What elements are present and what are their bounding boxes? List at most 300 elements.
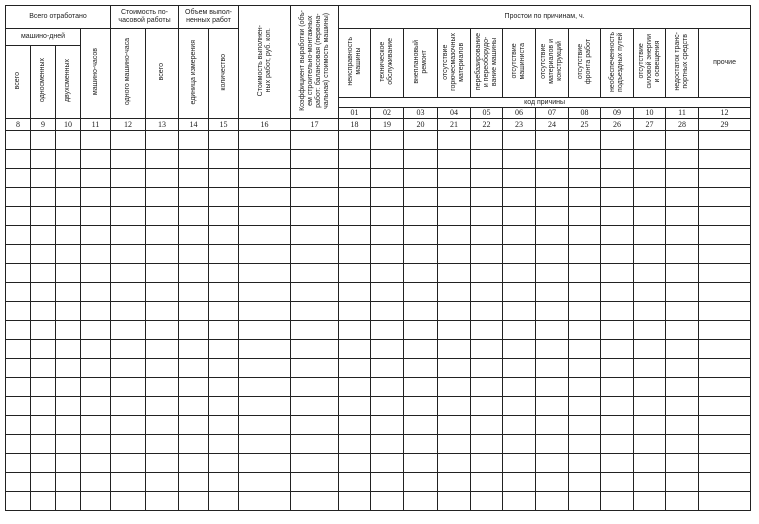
empty-cell[interactable]: [291, 245, 339, 264]
empty-cell[interactable]: [601, 207, 634, 226]
empty-cell[interactable]: [569, 207, 601, 226]
empty-cell[interactable]: [56, 340, 81, 359]
empty-cell[interactable]: [111, 226, 146, 245]
empty-cell[interactable]: [179, 264, 209, 283]
empty-cell[interactable]: [503, 150, 536, 169]
empty-cell[interactable]: [601, 283, 634, 302]
empty-cell[interactable]: [404, 416, 438, 435]
empty-cell[interactable]: [209, 131, 239, 150]
empty-cell[interactable]: [536, 492, 569, 511]
empty-cell[interactable]: [31, 492, 56, 511]
empty-cell[interactable]: [666, 321, 699, 340]
empty-cell[interactable]: [146, 416, 179, 435]
empty-cell[interactable]: [536, 416, 569, 435]
empty-cell[interactable]: [569, 397, 601, 416]
empty-cell[interactable]: [699, 207, 751, 226]
empty-cell[interactable]: [291, 207, 339, 226]
empty-cell[interactable]: [699, 131, 751, 150]
empty-cell[interactable]: [503, 283, 536, 302]
empty-cell[interactable]: [239, 131, 291, 150]
empty-cell[interactable]: [6, 150, 31, 169]
empty-cell[interactable]: [404, 492, 438, 511]
empty-cell[interactable]: [291, 283, 339, 302]
empty-cell[interactable]: [81, 416, 111, 435]
empty-cell[interactable]: [371, 359, 404, 378]
empty-cell[interactable]: [371, 245, 404, 264]
empty-cell[interactable]: [666, 473, 699, 492]
empty-cell[interactable]: [56, 169, 81, 188]
empty-cell[interactable]: [699, 397, 751, 416]
empty-cell[interactable]: [179, 283, 209, 302]
empty-cell[interactable]: [339, 321, 371, 340]
empty-cell[interactable]: [239, 169, 291, 188]
empty-cell[interactable]: [111, 378, 146, 397]
empty-cell[interactable]: [31, 340, 56, 359]
empty-cell[interactable]: [81, 435, 111, 454]
empty-cell[interactable]: [339, 435, 371, 454]
empty-cell[interactable]: [339, 359, 371, 378]
empty-cell[interactable]: [404, 359, 438, 378]
empty-cell[interactable]: [81, 397, 111, 416]
empty-cell[interactable]: [634, 302, 666, 321]
empty-cell[interactable]: [179, 473, 209, 492]
empty-cell[interactable]: [179, 340, 209, 359]
empty-cell[interactable]: [634, 283, 666, 302]
empty-cell[interactable]: [601, 226, 634, 245]
empty-cell[interactable]: [601, 169, 634, 188]
empty-cell[interactable]: [699, 473, 751, 492]
empty-cell[interactable]: [471, 416, 503, 435]
empty-cell[interactable]: [209, 226, 239, 245]
empty-cell[interactable]: [31, 359, 56, 378]
empty-cell[interactable]: [6, 245, 31, 264]
empty-cell[interactable]: [634, 473, 666, 492]
empty-cell[interactable]: [146, 378, 179, 397]
empty-cell[interactable]: [239, 302, 291, 321]
empty-cell[interactable]: [146, 150, 179, 169]
empty-cell[interactable]: [471, 321, 503, 340]
empty-cell[interactable]: [699, 169, 751, 188]
empty-cell[interactable]: [291, 226, 339, 245]
empty-cell[interactable]: [404, 169, 438, 188]
empty-cell[interactable]: [503, 226, 536, 245]
empty-cell[interactable]: [291, 321, 339, 340]
empty-cell[interactable]: [81, 169, 111, 188]
empty-cell[interactable]: [438, 131, 471, 150]
empty-cell[interactable]: [146, 397, 179, 416]
empty-cell[interactable]: [404, 454, 438, 473]
empty-cell[interactable]: [239, 435, 291, 454]
empty-cell[interactable]: [371, 492, 404, 511]
empty-cell[interactable]: [339, 302, 371, 321]
empty-cell[interactable]: [699, 321, 751, 340]
empty-cell[interactable]: [56, 150, 81, 169]
empty-cell[interactable]: [699, 359, 751, 378]
empty-cell[interactable]: [666, 435, 699, 454]
empty-cell[interactable]: [111, 207, 146, 226]
empty-cell[interactable]: [56, 321, 81, 340]
empty-cell[interactable]: [666, 397, 699, 416]
empty-cell[interactable]: [339, 245, 371, 264]
empty-cell[interactable]: [666, 302, 699, 321]
empty-cell[interactable]: [146, 188, 179, 207]
empty-cell[interactable]: [239, 416, 291, 435]
empty-cell[interactable]: [634, 359, 666, 378]
empty-cell[interactable]: [179, 131, 209, 150]
empty-cell[interactable]: [404, 302, 438, 321]
empty-cell[interactable]: [56, 378, 81, 397]
empty-cell[interactable]: [601, 492, 634, 511]
empty-cell[interactable]: [569, 302, 601, 321]
empty-cell[interactable]: [601, 359, 634, 378]
empty-cell[interactable]: [601, 397, 634, 416]
empty-cell[interactable]: [6, 264, 31, 283]
empty-cell[interactable]: [536, 378, 569, 397]
empty-cell[interactable]: [209, 340, 239, 359]
empty-cell[interactable]: [503, 378, 536, 397]
empty-cell[interactable]: [601, 416, 634, 435]
empty-cell[interactable]: [503, 473, 536, 492]
empty-cell[interactable]: [111, 397, 146, 416]
empty-cell[interactable]: [371, 226, 404, 245]
empty-cell[interactable]: [339, 226, 371, 245]
empty-cell[interactable]: [179, 492, 209, 511]
empty-cell[interactable]: [31, 264, 56, 283]
empty-cell[interactable]: [371, 321, 404, 340]
empty-cell[interactable]: [601, 435, 634, 454]
empty-cell[interactable]: [371, 340, 404, 359]
empty-cell[interactable]: [239, 454, 291, 473]
empty-cell[interactable]: [471, 169, 503, 188]
empty-cell[interactable]: [179, 397, 209, 416]
empty-cell[interactable]: [536, 188, 569, 207]
empty-cell[interactable]: [209, 264, 239, 283]
empty-cell[interactable]: [56, 473, 81, 492]
empty-cell[interactable]: [699, 283, 751, 302]
empty-cell[interactable]: [634, 188, 666, 207]
empty-cell[interactable]: [81, 226, 111, 245]
empty-cell[interactable]: [699, 264, 751, 283]
empty-cell[interactable]: [339, 283, 371, 302]
empty-cell[interactable]: [569, 245, 601, 264]
empty-cell[interactable]: [6, 169, 31, 188]
empty-cell[interactable]: [339, 454, 371, 473]
empty-cell[interactable]: [81, 340, 111, 359]
empty-cell[interactable]: [634, 397, 666, 416]
empty-cell[interactable]: [371, 264, 404, 283]
empty-cell[interactable]: [503, 492, 536, 511]
empty-cell[interactable]: [503, 264, 536, 283]
empty-cell[interactable]: [6, 359, 31, 378]
empty-cell[interactable]: [371, 207, 404, 226]
empty-cell[interactable]: [31, 473, 56, 492]
empty-cell[interactable]: [536, 435, 569, 454]
empty-cell[interactable]: [291, 340, 339, 359]
empty-cell[interactable]: [239, 359, 291, 378]
empty-cell[interactable]: [111, 454, 146, 473]
empty-cell[interactable]: [536, 226, 569, 245]
empty-cell[interactable]: [291, 188, 339, 207]
empty-cell[interactable]: [56, 188, 81, 207]
empty-cell[interactable]: [239, 150, 291, 169]
empty-cell[interactable]: [503, 416, 536, 435]
empty-cell[interactable]: [179, 321, 209, 340]
empty-cell[interactable]: [179, 169, 209, 188]
empty-cell[interactable]: [634, 416, 666, 435]
empty-cell[interactable]: [601, 188, 634, 207]
empty-cell[interactable]: [536, 283, 569, 302]
empty-cell[interactable]: [666, 226, 699, 245]
empty-cell[interactable]: [146, 283, 179, 302]
empty-cell[interactable]: [291, 264, 339, 283]
empty-cell[interactable]: [601, 302, 634, 321]
empty-cell[interactable]: [371, 302, 404, 321]
empty-cell[interactable]: [569, 378, 601, 397]
empty-cell[interactable]: [699, 150, 751, 169]
empty-cell[interactable]: [471, 188, 503, 207]
empty-cell[interactable]: [536, 302, 569, 321]
empty-cell[interactable]: [56, 283, 81, 302]
empty-cell[interactable]: [339, 492, 371, 511]
empty-cell[interactable]: [209, 188, 239, 207]
empty-cell[interactable]: [146, 169, 179, 188]
empty-cell[interactable]: [438, 226, 471, 245]
empty-cell[interactable]: [371, 416, 404, 435]
empty-cell[interactable]: [111, 264, 146, 283]
empty-cell[interactable]: [699, 378, 751, 397]
empty-cell[interactable]: [569, 359, 601, 378]
empty-cell[interactable]: [31, 321, 56, 340]
empty-cell[interactable]: [536, 397, 569, 416]
empty-cell[interactable]: [239, 492, 291, 511]
empty-cell[interactable]: [404, 340, 438, 359]
empty-cell[interactable]: [634, 169, 666, 188]
empty-cell[interactable]: [503, 302, 536, 321]
empty-cell[interactable]: [209, 150, 239, 169]
empty-cell[interactable]: [634, 207, 666, 226]
empty-cell[interactable]: [31, 378, 56, 397]
empty-cell[interactable]: [291, 150, 339, 169]
empty-cell[interactable]: [471, 397, 503, 416]
empty-cell[interactable]: [634, 435, 666, 454]
empty-cell[interactable]: [146, 340, 179, 359]
empty-cell[interactable]: [666, 207, 699, 226]
empty-cell[interactable]: [471, 378, 503, 397]
empty-cell[interactable]: [503, 321, 536, 340]
empty-cell[interactable]: [209, 492, 239, 511]
empty-cell[interactable]: [239, 283, 291, 302]
empty-cell[interactable]: [111, 150, 146, 169]
empty-cell[interactable]: [569, 321, 601, 340]
empty-cell[interactable]: [339, 473, 371, 492]
empty-cell[interactable]: [239, 207, 291, 226]
empty-cell[interactable]: [339, 131, 371, 150]
empty-cell[interactable]: [81, 473, 111, 492]
empty-cell[interactable]: [471, 454, 503, 473]
empty-cell[interactable]: [438, 207, 471, 226]
empty-cell[interactable]: [471, 340, 503, 359]
empty-cell[interactable]: [601, 131, 634, 150]
empty-cell[interactable]: [56, 226, 81, 245]
empty-cell[interactable]: [146, 264, 179, 283]
empty-cell[interactable]: [471, 302, 503, 321]
empty-cell[interactable]: [371, 131, 404, 150]
empty-cell[interactable]: [111, 473, 146, 492]
empty-cell[interactable]: [81, 245, 111, 264]
empty-cell[interactable]: [569, 226, 601, 245]
empty-cell[interactable]: [404, 245, 438, 264]
empty-cell[interactable]: [371, 378, 404, 397]
empty-cell[interactable]: [111, 321, 146, 340]
empty-cell[interactable]: [209, 169, 239, 188]
empty-cell[interactable]: [111, 188, 146, 207]
empty-cell[interactable]: [503, 188, 536, 207]
empty-cell[interactable]: [81, 454, 111, 473]
empty-cell[interactable]: [179, 416, 209, 435]
empty-cell[interactable]: [371, 397, 404, 416]
empty-cell[interactable]: [31, 245, 56, 264]
empty-cell[interactable]: [339, 188, 371, 207]
empty-cell[interactable]: [404, 435, 438, 454]
empty-cell[interactable]: [31, 207, 56, 226]
empty-cell[interactable]: [569, 454, 601, 473]
empty-cell[interactable]: [438, 188, 471, 207]
empty-cell[interactable]: [31, 150, 56, 169]
empty-cell[interactable]: [438, 492, 471, 511]
empty-cell[interactable]: [6, 226, 31, 245]
empty-cell[interactable]: [291, 169, 339, 188]
empty-cell[interactable]: [536, 473, 569, 492]
empty-cell[interactable]: [146, 473, 179, 492]
empty-cell[interactable]: [6, 131, 31, 150]
empty-cell[interactable]: [666, 378, 699, 397]
empty-cell[interactable]: [81, 321, 111, 340]
empty-cell[interactable]: [291, 131, 339, 150]
empty-cell[interactable]: [31, 397, 56, 416]
empty-cell[interactable]: [146, 321, 179, 340]
empty-cell[interactable]: [81, 188, 111, 207]
empty-cell[interactable]: [81, 378, 111, 397]
empty-cell[interactable]: [699, 416, 751, 435]
empty-cell[interactable]: [601, 264, 634, 283]
empty-cell[interactable]: [404, 473, 438, 492]
empty-cell[interactable]: [634, 226, 666, 245]
empty-cell[interactable]: [81, 264, 111, 283]
empty-cell[interactable]: [6, 321, 31, 340]
empty-cell[interactable]: [471, 359, 503, 378]
empty-cell[interactable]: [56, 492, 81, 511]
empty-cell[interactable]: [146, 302, 179, 321]
empty-cell[interactable]: [56, 131, 81, 150]
empty-cell[interactable]: [404, 321, 438, 340]
empty-cell[interactable]: [111, 416, 146, 435]
empty-cell[interactable]: [438, 302, 471, 321]
empty-cell[interactable]: [569, 435, 601, 454]
empty-cell[interactable]: [56, 302, 81, 321]
empty-cell[interactable]: [146, 207, 179, 226]
empty-cell[interactable]: [601, 378, 634, 397]
empty-cell[interactable]: [111, 302, 146, 321]
empty-cell[interactable]: [31, 416, 56, 435]
empty-cell[interactable]: [438, 416, 471, 435]
empty-cell[interactable]: [339, 264, 371, 283]
empty-cell[interactable]: [404, 188, 438, 207]
empty-cell[interactable]: [339, 207, 371, 226]
empty-cell[interactable]: [634, 264, 666, 283]
empty-cell[interactable]: [404, 378, 438, 397]
empty-cell[interactable]: [666, 340, 699, 359]
empty-cell[interactable]: [666, 245, 699, 264]
empty-cell[interactable]: [438, 150, 471, 169]
empty-cell[interactable]: [146, 435, 179, 454]
empty-cell[interactable]: [6, 435, 31, 454]
empty-cell[interactable]: [601, 340, 634, 359]
empty-cell[interactable]: [209, 321, 239, 340]
empty-cell[interactable]: [471, 226, 503, 245]
empty-cell[interactable]: [438, 397, 471, 416]
empty-cell[interactable]: [209, 435, 239, 454]
empty-cell[interactable]: [209, 454, 239, 473]
empty-cell[interactable]: [31, 188, 56, 207]
empty-cell[interactable]: [666, 264, 699, 283]
empty-cell[interactable]: [179, 226, 209, 245]
empty-cell[interactable]: [471, 245, 503, 264]
empty-cell[interactable]: [471, 264, 503, 283]
empty-cell[interactable]: [536, 359, 569, 378]
empty-cell[interactable]: [536, 169, 569, 188]
empty-cell[interactable]: [569, 131, 601, 150]
empty-cell[interactable]: [699, 492, 751, 511]
empty-cell[interactable]: [291, 359, 339, 378]
empty-cell[interactable]: [569, 188, 601, 207]
empty-cell[interactable]: [146, 359, 179, 378]
empty-cell[interactable]: [601, 245, 634, 264]
empty-cell[interactable]: [31, 226, 56, 245]
empty-cell[interactable]: [291, 454, 339, 473]
empty-cell[interactable]: [111, 492, 146, 511]
empty-cell[interactable]: [471, 473, 503, 492]
empty-cell[interactable]: [179, 359, 209, 378]
empty-cell[interactable]: [31, 169, 56, 188]
empty-cell[interactable]: [569, 340, 601, 359]
empty-cell[interactable]: [404, 131, 438, 150]
empty-cell[interactable]: [6, 188, 31, 207]
empty-cell[interactable]: [339, 340, 371, 359]
empty-cell[interactable]: [291, 302, 339, 321]
empty-cell[interactable]: [666, 188, 699, 207]
empty-cell[interactable]: [239, 378, 291, 397]
empty-cell[interactable]: [179, 245, 209, 264]
empty-cell[interactable]: [503, 169, 536, 188]
empty-cell[interactable]: [371, 150, 404, 169]
empty-cell[interactable]: [503, 359, 536, 378]
empty-cell[interactable]: [111, 435, 146, 454]
empty-cell[interactable]: [209, 283, 239, 302]
empty-cell[interactable]: [81, 207, 111, 226]
empty-cell[interactable]: [146, 226, 179, 245]
empty-cell[interactable]: [503, 435, 536, 454]
empty-cell[interactable]: [111, 245, 146, 264]
empty-cell[interactable]: [438, 378, 471, 397]
empty-cell[interactable]: [438, 169, 471, 188]
empty-cell[interactable]: [291, 473, 339, 492]
empty-cell[interactable]: [209, 207, 239, 226]
empty-cell[interactable]: [699, 454, 751, 473]
empty-cell[interactable]: [6, 473, 31, 492]
empty-cell[interactable]: [179, 150, 209, 169]
empty-cell[interactable]: [503, 207, 536, 226]
empty-cell[interactable]: [503, 131, 536, 150]
